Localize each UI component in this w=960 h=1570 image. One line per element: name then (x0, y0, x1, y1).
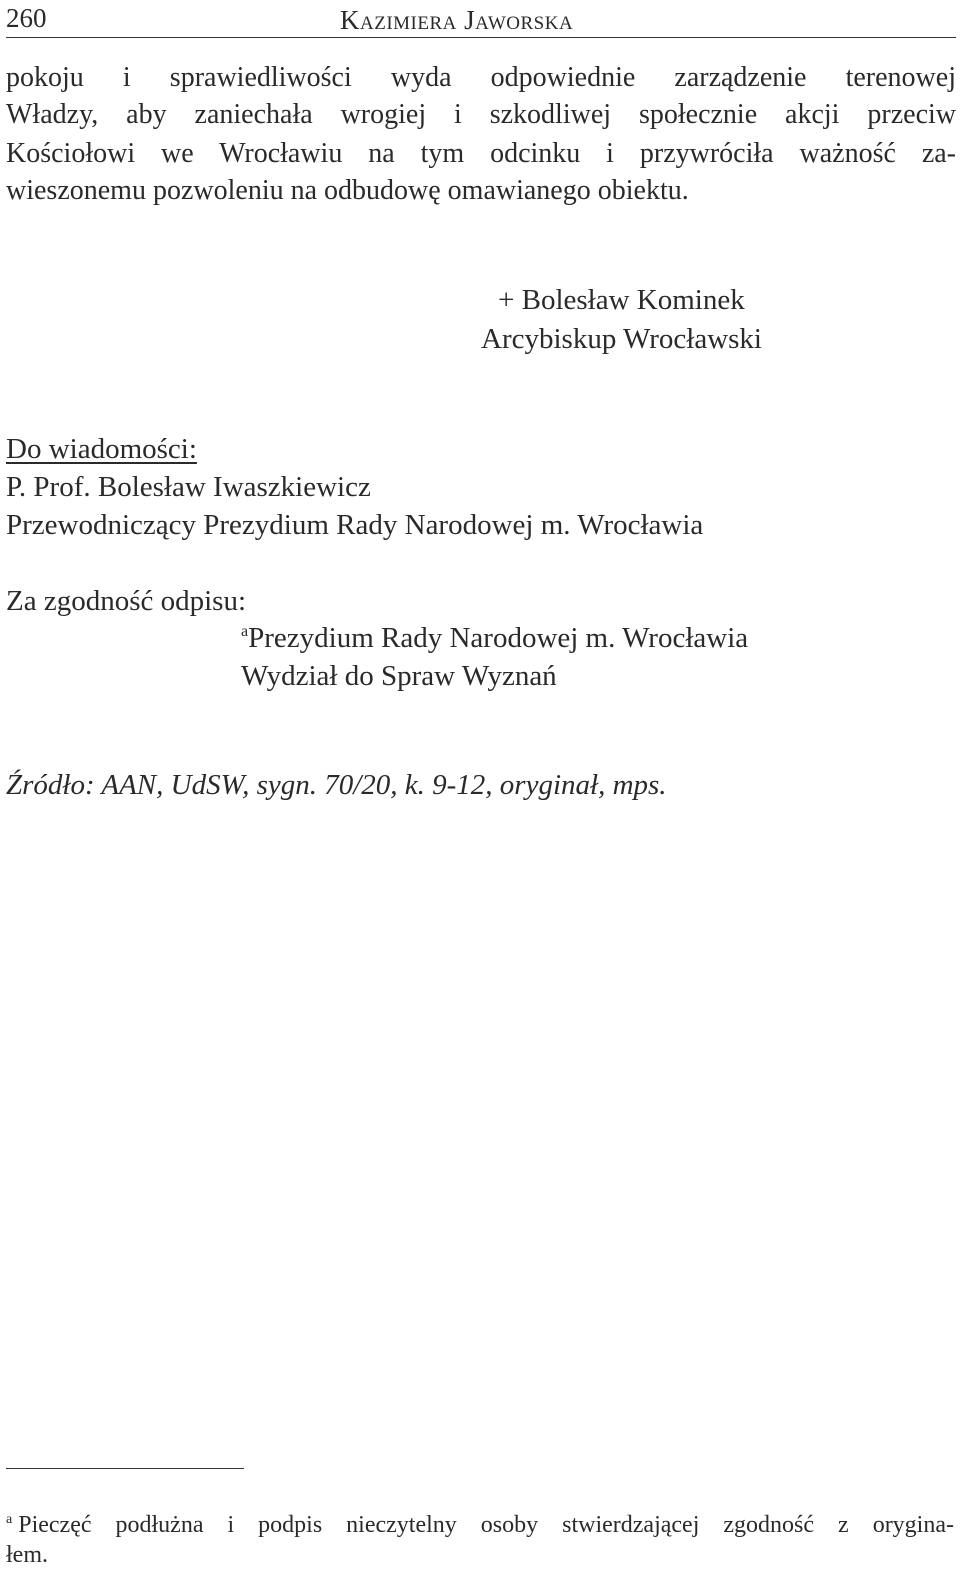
body-line: wieszonemu pozwoleniu na odbudowę omawianego obiektu. (6, 175, 689, 206)
certification-office-text: Prezydium Rady Narodowej m. Wrocławia (248, 622, 749, 654)
signature-name: + Bolesław Kominek (498, 284, 745, 316)
signature-title: Arcybiskup Wrocławski (481, 323, 762, 355)
body-line: pokoju i sprawiedliwości wyda odpowiednie zarządzenie terenowej (6, 62, 956, 93)
certification-office (241, 619, 748, 657)
page-number: 260 (6, 3, 47, 33)
distribution-heading: Do wiadomości: (6, 433, 197, 465)
footnote-text: Pieczęć podłużna i podpis nieczytelny osoby stwierdzającej zgodność z orygina- (18, 1512, 954, 1538)
footnote-marker: a (241, 623, 249, 640)
certification-department: Wydział do Spraw Wyznań (241, 660, 557, 692)
body-line: Kościołowi we Wrocławiu na tym odcinku i przywróciła ważność za- (6, 138, 956, 169)
distribution-recipient-title: Przewodniczący Prezydium Rady Narodowej m. Wrocławia (6, 509, 704, 541)
running-head: Kazimiera Jaworska (340, 5, 574, 35)
certification-heading: Za zgodność odpisu: (6, 585, 247, 617)
footnote-marker: a (6, 1512, 13, 1527)
header-rule (6, 37, 956, 38)
footnote-rule (6, 1468, 244, 1469)
distribution-recipient: P. Prof. Bolesław Iwaszkiewicz (6, 471, 371, 503)
source-citation: Źródło: AAN, UdSW, sygn. 70/20, k. 9-12, oryginał, mps. (6, 769, 667, 801)
footnote-line (6, 1510, 954, 1540)
body-line: Władzy, aby zaniechała wrogiej i szkodliwej społecznie akcji przeciw (6, 99, 956, 130)
footnote-line-continued: łem. (6, 1542, 48, 1568)
